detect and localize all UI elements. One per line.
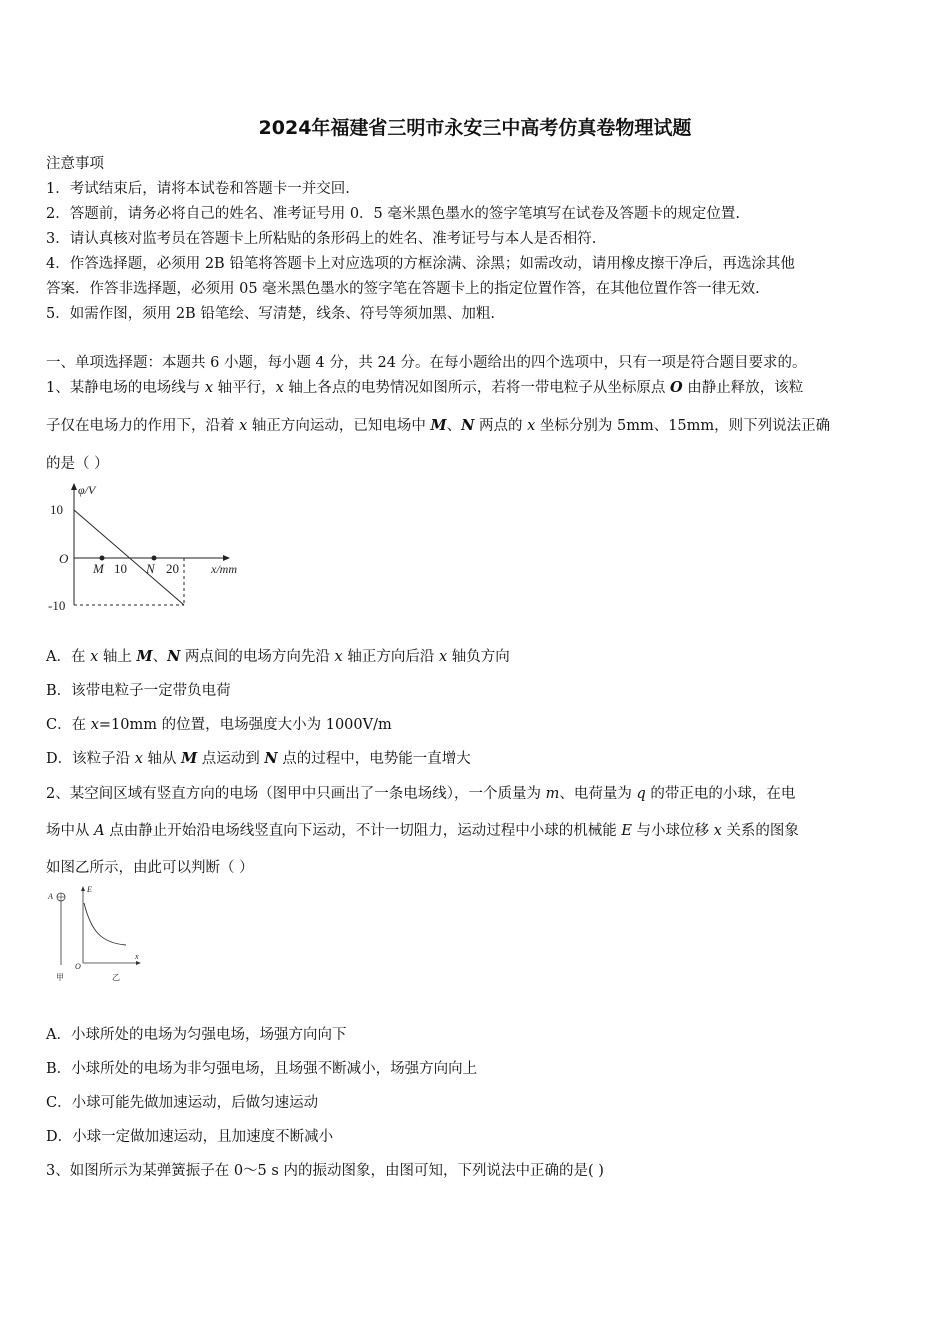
q2-e-axis-arrow [81, 886, 85, 891]
q2-stem-line2: 场中从 A 点由静止开始沿电场线竖直向下运动，不计一切阻力，运动过程中小球的机械能 E 与小球位移 x 关系的图象 [46, 823, 799, 839]
q1-x-tick-20: 20 [166, 561, 179, 576]
section-heading: 一、单项选择题：本题共 6 小题，每小题 4 分，共 24 分。在每小题给出的四个选项中，只有一项是符合题目要求的。 [46, 355, 807, 371]
q2-option-d: D．小球一定做加速运动，且加速度不断减小 [46, 1129, 334, 1145]
q1-point-m [100, 556, 105, 561]
q1-option-d: D．该粒子沿 x 轴从 M 点运动到 N 点的过程中，电势能一直增大 [46, 750, 471, 767]
notice-item-3: 3．请认真核对监考员在答题卡上所粘贴的条形码上的姓名、准考证号与本人是否相符. [46, 231, 597, 247]
notice-item-5: 5．如需作图，须用 2B 铅笔绘、写清楚，线条、符号等须加黑、加粗. [46, 306, 495, 322]
q1-y-tick-10: 10 [50, 502, 63, 517]
q2-stem-line3: 如图乙所示，由此可以判断（ ） [46, 860, 254, 876]
q2-option-a: A．小球所处的电场为匀强电场，场强方向向下 [46, 1027, 347, 1043]
q1-stem-line1: 1、某静电场的电场线与 x 轴平行，x 轴上各点的电势情况如图所示，若将一带电粒子从坐标原点 O 由静止释放，该粒 [46, 379, 804, 396]
q2-figure [46, 883, 156, 988]
q1-point-n [152, 556, 157, 561]
q1-m-label: M [93, 561, 104, 576]
q1-x-axis-arrow [223, 555, 230, 561]
q1-option-c: C．在 x=10mm 的位置，电场强度大小为 1000V/m [46, 717, 392, 733]
q2-option-b: B．小球所处的电场为非匀强电场，且场强不断减小，场强方向向上 [46, 1061, 478, 1077]
q1-potential-graph [46, 480, 261, 615]
q2-e-curve [84, 903, 126, 945]
q1-n-label: N [146, 561, 155, 576]
q1-x-label: x/mm [211, 562, 237, 576]
q1-origin-label: O [59, 551, 69, 566]
notice-item-4-cont: 答案．作答非选择题，必须用 05 毫米黑色墨水的签字笔在答题卡上的指定位置作答，在其他位置作答一律无效. [46, 281, 760, 297]
q2-option-c: C．小球可能先做加速运动，后做匀速运动 [46, 1095, 319, 1111]
q2-x-label: x [135, 952, 139, 961]
q1-y-label: φ/V [78, 483, 96, 497]
notice-item-2: 2．答题前，请务必将自己的姓名、准考证号用 0．5 毫米黑色墨水的签字笔填写在试卷及答题卡的规定位置. [46, 206, 740, 222]
q2-x-axis-arrow [136, 961, 141, 965]
q1-x-tick-10: 10 [114, 561, 127, 576]
notice-item-1: 1．考试结束后，请将本试卷和答题卡一并交回. [46, 181, 350, 197]
q2-stem-line1: 2、某空间区域有竖直方向的电场（图甲中只画出了一条电场线），一个质量为 m、电荷量为 q 的带正电的小球，在电 [46, 786, 796, 802]
q2-origin-label: O [75, 962, 81, 971]
notice-heading: 注意事项 [46, 156, 104, 172]
q1-y-axis-arrow [71, 483, 77, 490]
q1-stem-line2: 子仅在电场力的作用下，沿着 x 轴正方向运动，已知电场中 M、N 两点的 x 坐标分别为 5mm、15mm，则下列说法正确 [46, 417, 831, 434]
page-title: 2024年福建省三明市永安三中高考仿真卷物理试题 [258, 117, 692, 139]
q2-label-yi: 乙 [112, 973, 120, 982]
q3-stem-line1: 3、如图所示为某弹簧振子在 0～5 s 内的振动图象，由图可知，下列说法中正确的是( ) [46, 1163, 604, 1179]
q2-e-label: E [87, 885, 92, 894]
q1-option-b: B．该带电粒子一定带负电荷 [46, 683, 231, 699]
q1-option-a: A．在 x 轴上 M、N 两点间的电场方向先沿 x 轴正方向后沿 x 轴负方向 [46, 648, 510, 665]
q2-a-label: A [48, 892, 53, 901]
notice-item-4: 4．作答选择题，必须用 2B 铅笔将答题卡上对应选项的方框涂满、涂黑；如需改动，请用橡皮擦干净后，再选涂其他 [46, 256, 795, 272]
q1-y-tick-minus10: -10 [48, 598, 66, 613]
q2-label-jia: 甲 [56, 973, 64, 982]
q1-stem-line3: 的是（ ） [46, 456, 109, 472]
